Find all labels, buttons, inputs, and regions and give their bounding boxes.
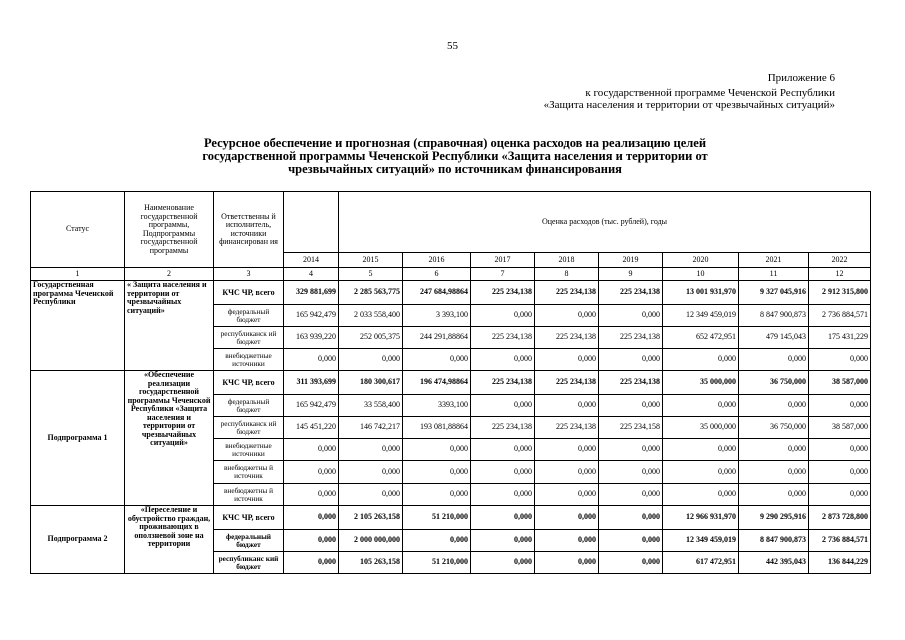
appendix-title: Приложение 6 <box>767 72 835 84</box>
funding-source-cell: внебюджетные источники <box>214 349 284 371</box>
table-row <box>31 506 871 530</box>
value-cell: 244 291,88864 <box>403 327 471 349</box>
value-cell: 0,000 <box>284 484 339 506</box>
value-cell: 13 001 931,970 <box>663 281 739 305</box>
funding-source-cell: федеральный бюджет <box>214 395 284 417</box>
page-number: 55 <box>447 40 458 52</box>
funding-source-cell: федеральный бюджет <box>214 530 284 552</box>
value-cell: 0,000 <box>535 461 599 484</box>
value-cell: 0,000 <box>471 484 535 506</box>
column-number: 11 <box>739 268 809 281</box>
value-cell: 225 234,138 <box>599 281 663 305</box>
value-cell: 0,000 <box>403 530 471 552</box>
value-cell: 0,000 <box>663 484 739 506</box>
value-cell: 0,000 <box>284 349 339 371</box>
column-number: 6 <box>403 268 471 281</box>
value-cell: 36 750,000 <box>739 371 809 395</box>
value-cell: 38 587,000 <box>809 417 871 439</box>
status-cell: Государственная программа Чеченской Республики <box>31 281 125 371</box>
header-year: 2015 <box>339 253 403 268</box>
value-cell: 225 234,138 <box>599 371 663 395</box>
column-number: 10 <box>663 268 739 281</box>
value-cell: 0,000 <box>471 506 535 530</box>
value-cell: 36 750,000 <box>739 417 809 439</box>
value-cell: 2 736 884,571 <box>809 305 871 327</box>
value-cell: 0,000 <box>403 349 471 371</box>
value-cell: 225 234,138 <box>599 327 663 349</box>
value-cell: 0,000 <box>739 439 809 461</box>
column-number: 7 <box>471 268 535 281</box>
value-cell: 0,000 <box>599 484 663 506</box>
value-cell: 0,000 <box>599 552 663 574</box>
value-cell: 0,000 <box>471 552 535 574</box>
value-cell: 196 474,98864 <box>403 371 471 395</box>
value-cell: 33 558,400 <box>339 395 403 417</box>
value-cell: 0,000 <box>471 349 535 371</box>
value-cell: 225 234,138 <box>535 417 599 439</box>
value-cell: 0,000 <box>809 439 871 461</box>
value-cell: 0,000 <box>284 461 339 484</box>
value-cell: 51 210,000 <box>403 552 471 574</box>
value-cell: 0,000 <box>471 530 535 552</box>
value-cell: 105 263,158 <box>339 552 403 574</box>
value-cell: 0,000 <box>471 305 535 327</box>
value-cell: 175 431,229 <box>809 327 871 349</box>
value-cell: 0,000 <box>284 530 339 552</box>
value-cell: 146 742,217 <box>339 417 403 439</box>
funding-source-cell: республиканс кий бюджет <box>214 552 284 574</box>
value-cell: 0,000 <box>599 349 663 371</box>
value-cell: 479 145,043 <box>739 327 809 349</box>
header-year: 2020 <box>663 253 739 268</box>
header-estimate: Оценка расходов (тыс. рублей), годы <box>339 192 871 253</box>
value-cell: 0,000 <box>663 461 739 484</box>
value-cell: 0,000 <box>809 484 871 506</box>
value-cell: 9 290 295,916 <box>739 506 809 530</box>
document-title-line: государственной программы Чеченской Республики «Защита населения и территории от <box>202 149 708 163</box>
funding-source-cell: республиканск ий бюджет <box>214 327 284 349</box>
value-cell: 0,000 <box>663 439 739 461</box>
table-row <box>31 281 871 305</box>
value-cell: 8 847 900,873 <box>739 305 809 327</box>
value-cell: 0,000 <box>739 395 809 417</box>
status-cell: Подпрограмма 1 <box>31 371 125 506</box>
value-cell: 0,000 <box>535 484 599 506</box>
value-cell: 12 966 931,970 <box>663 506 739 530</box>
header-name: Наименование государственной программы, Подпрограммы государственной программы <box>125 192 214 268</box>
value-cell: 35 000,000 <box>663 371 739 395</box>
value-cell: 0,000 <box>339 439 403 461</box>
value-cell: 0,000 <box>535 506 599 530</box>
funding-source-cell: республиканск ий бюджет <box>214 417 284 439</box>
value-cell: 0,000 <box>339 484 403 506</box>
header-empty-cell <box>284 192 339 253</box>
header-year: 2021 <box>739 253 809 268</box>
value-cell: 163 939,220 <box>284 327 339 349</box>
value-cell: 2 912 315,800 <box>809 281 871 305</box>
value-cell: 0,000 <box>739 484 809 506</box>
value-cell: 165 942,479 <box>284 395 339 417</box>
column-number: 1 <box>31 268 125 281</box>
funding-source-cell: КЧС ЧР, всего <box>214 371 284 395</box>
value-cell: 225 234,138 <box>471 327 535 349</box>
funding-source-cell: внебюджетны й источник <box>214 484 284 506</box>
value-cell: 2 105 263,158 <box>339 506 403 530</box>
value-cell: 9 327 045,916 <box>739 281 809 305</box>
value-cell: 0,000 <box>339 349 403 371</box>
appendix-line: «Защита населения и территории от чрезвычайных ситуаций» <box>543 99 835 111</box>
value-cell: 0,000 <box>471 395 535 417</box>
value-cell: 193 081,88864 <box>403 417 471 439</box>
value-cell: 2 736 884,571 <box>809 530 871 552</box>
value-cell: 225 234,138 <box>535 327 599 349</box>
value-cell: 0,000 <box>284 439 339 461</box>
value-cell: 0,000 <box>535 395 599 417</box>
appendix-line: к государственной программе Чеченской Республики <box>585 87 835 99</box>
column-number: 12 <box>809 268 871 281</box>
program-name-cell: « Защита населения и территории от чрезвычайных ситуаций» <box>125 281 214 371</box>
value-cell: 652 472,951 <box>663 327 739 349</box>
value-cell: 136 844,229 <box>809 552 871 574</box>
table-row <box>31 371 871 395</box>
column-number: 2 <box>125 268 214 281</box>
value-cell: 180 300,617 <box>339 371 403 395</box>
value-cell: 0,000 <box>339 461 403 484</box>
value-cell: 8 847 900,873 <box>739 530 809 552</box>
value-cell: 0,000 <box>535 530 599 552</box>
value-cell: 0,000 <box>535 305 599 327</box>
value-cell: 0,000 <box>739 461 809 484</box>
value-cell: 0,000 <box>599 530 663 552</box>
value-cell: 617 472,951 <box>663 552 739 574</box>
value-cell: 0,000 <box>599 395 663 417</box>
header-year: 2014 <box>284 253 339 268</box>
header-year: 2019 <box>599 253 663 268</box>
value-cell: 38 587,000 <box>809 371 871 395</box>
value-cell: 2 033 558,400 <box>339 305 403 327</box>
value-cell: 252 005,375 <box>339 327 403 349</box>
value-cell: 0,000 <box>403 439 471 461</box>
value-cell: 0,000 <box>663 349 739 371</box>
header-year: 2018 <box>535 253 599 268</box>
document-title <box>90 137 820 176</box>
value-cell: 0,000 <box>809 461 871 484</box>
value-cell: 225 234,138 <box>535 371 599 395</box>
value-cell: 0,000 <box>599 461 663 484</box>
value-cell: 0,000 <box>284 506 339 530</box>
funding-source-cell: КЧС ЧР, всего <box>214 506 284 530</box>
header-responsible: Ответственны й исполнитель, источники финансирован ия <box>214 192 284 268</box>
value-cell: 0,000 <box>809 395 871 417</box>
value-cell: 225 234,138 <box>471 281 535 305</box>
value-cell: 145 451,220 <box>284 417 339 439</box>
column-number: 4 <box>284 268 339 281</box>
value-cell: 0,000 <box>809 349 871 371</box>
funding-source-cell: внебюджетные источники <box>214 439 284 461</box>
value-cell: 3393,100 <box>403 395 471 417</box>
program-name-cell: «Переселение и обустройство граждан, проживающих в оползневой зоне на территории <box>125 506 214 574</box>
value-cell: 165 942,479 <box>284 305 339 327</box>
status-cell: Подпрограмма 2 <box>31 506 125 574</box>
funding-source-cell: внебюджетны й источник <box>214 461 284 484</box>
document-title-line: Ресурсное обеспечение и прогнозная (справочная) оценка расходов на реализацию целей <box>203 136 707 150</box>
value-cell: 329 881,699 <box>284 281 339 305</box>
value-cell: 2 873 728,800 <box>809 506 871 530</box>
column-number: 3 <box>214 268 284 281</box>
value-cell: 0,000 <box>471 461 535 484</box>
funding-source-cell: КЧС ЧР, всего <box>214 281 284 305</box>
value-cell: 0,000 <box>535 552 599 574</box>
funding-source-cell: федеральный бюджет <box>214 305 284 327</box>
column-number: 9 <box>599 268 663 281</box>
program-name-cell: «Обеспечение реализации государственной программы Чеченской Республики «Защита населения и территории от чрезвычайных ситуаций» <box>125 371 214 506</box>
header-year: 2016 <box>403 253 471 268</box>
value-cell: 225 234,138 <box>471 371 535 395</box>
value-cell: 0,000 <box>535 349 599 371</box>
value-cell: 225 234,138 <box>471 417 535 439</box>
value-cell: 3 393,100 <box>403 305 471 327</box>
value-cell: 0,000 <box>599 305 663 327</box>
value-cell: 442 395,043 <box>739 552 809 574</box>
value-cell: 12 349 459,019 <box>663 305 739 327</box>
value-cell: 0,000 <box>403 461 471 484</box>
value-cell: 0,000 <box>471 439 535 461</box>
value-cell: 0,000 <box>599 506 663 530</box>
value-cell: 0,000 <box>535 439 599 461</box>
column-number: 5 <box>339 268 403 281</box>
value-cell: 225 234,158 <box>599 417 663 439</box>
value-cell: 2 000 000,000 <box>339 530 403 552</box>
value-cell: 311 393,699 <box>284 371 339 395</box>
resource-table <box>30 191 871 574</box>
value-cell: 0,000 <box>739 349 809 371</box>
value-cell: 247 684,98864 <box>403 281 471 305</box>
value-cell: 35 000,000 <box>663 417 739 439</box>
document-title-line: чрезвычайных ситуаций» по источникам финансирования <box>288 162 622 176</box>
value-cell: 225 234,138 <box>535 281 599 305</box>
column-number: 8 <box>535 268 599 281</box>
value-cell: 0,000 <box>663 395 739 417</box>
value-cell: 2 285 563,775 <box>339 281 403 305</box>
value-cell: 12 349 459,019 <box>663 530 739 552</box>
value-cell: 0,000 <box>403 484 471 506</box>
appendix-header <box>544 72 835 111</box>
header-year: 2017 <box>471 253 535 268</box>
value-cell: 51 210,000 <box>403 506 471 530</box>
value-cell: 0,000 <box>599 439 663 461</box>
header-status: Статус <box>31 192 125 268</box>
value-cell: 0,000 <box>284 552 339 574</box>
header-year: 2022 <box>809 253 871 268</box>
